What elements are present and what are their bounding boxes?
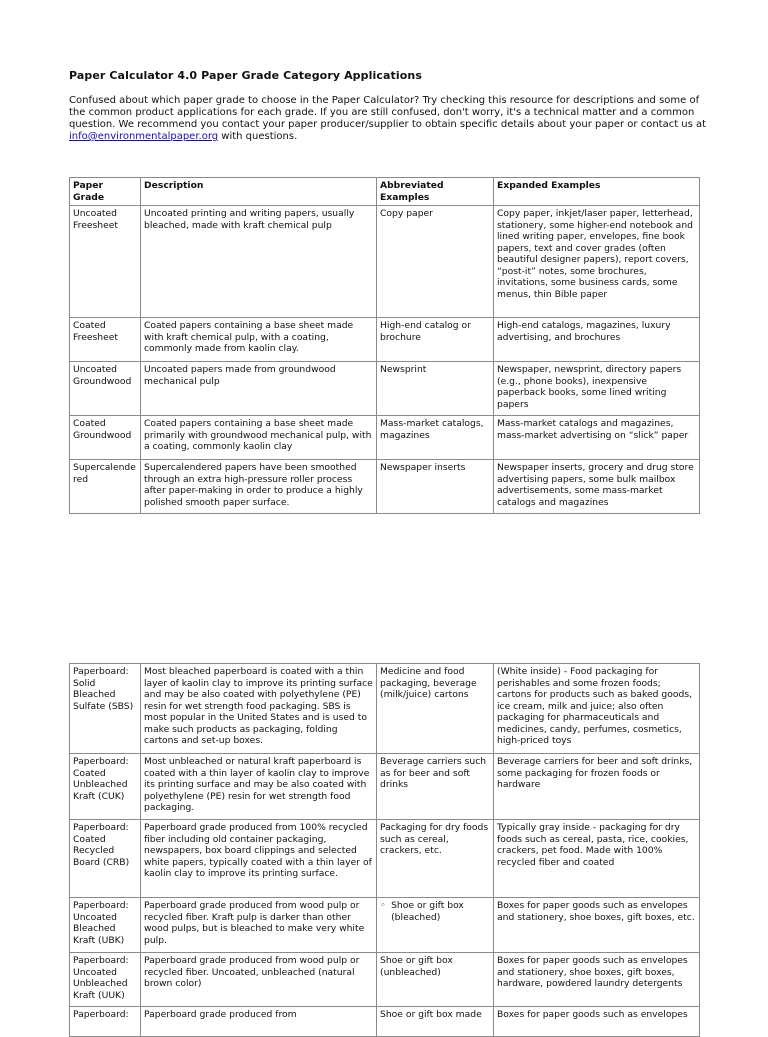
abbreviated-cell: Shoe or gift box made bbox=[377, 1007, 494, 1037]
abbreviated-cell: Copy paper bbox=[377, 206, 494, 318]
header-paper-grade: Paper Grade bbox=[70, 178, 141, 206]
bullet-icon: ◦ bbox=[380, 900, 386, 911]
description-cell: Most bleached paperboard is coated with a thin layer of kaolin clay to improve its printing surface and may be also coated with polyethylene (PE) resin for wet strength food packaging. SBS is most popular in the United States and is used to make such products as packaging, folding cartons and set-up boxes. bbox=[141, 664, 377, 754]
table-row bbox=[70, 318, 700, 362]
grade-cell: Coated Freesheet bbox=[70, 318, 141, 362]
abbreviated-cell: Medicine and food packaging, beverage (milk/juice) cartons bbox=[377, 664, 494, 754]
email-link[interactable]: info@environmentalpaper.org bbox=[69, 131, 219, 142]
description-cell: Uncoated papers made from groundwood mechanical pulp bbox=[141, 362, 377, 416]
header-expanded-examples: Expanded Examples bbox=[494, 178, 700, 206]
table-row bbox=[70, 206, 700, 318]
table-row bbox=[70, 898, 700, 953]
description-cell: Paperboard grade produced from wood pulp or recycled fiber. Uncoated, unbleached (natural brown color) bbox=[141, 953, 377, 1007]
grade-cell: Uncoated Freesheet bbox=[70, 206, 141, 318]
abbreviated-cell: Mass-market catalogs, magazines bbox=[377, 416, 494, 460]
grade-cell: Paperboard: Uncoated Bleached Kraft (UBK) bbox=[70, 898, 141, 953]
description-cell: Paperboard grade produced from bbox=[141, 1007, 377, 1037]
grade-cell: Uncoated Groundwood bbox=[70, 362, 141, 416]
table-header-row bbox=[70, 178, 700, 206]
expanded-cell: Mass-market catalogs and magazines, mass-market advertising on “slick” paper bbox=[494, 416, 700, 460]
grade-cell: Paperboard: Coated Recycled Board (CRB) bbox=[70, 820, 141, 898]
header-abbreviated-examples: Abbreviated Examples bbox=[377, 178, 494, 206]
page-title: Paper Calculator 4.0 Paper Grade Category Applications bbox=[69, 69, 422, 82]
expanded-cell: Newspaper, newsprint, directory papers (e.g., phone books), inexpensive paperback books, some lined writing papers bbox=[494, 362, 700, 416]
abbreviated-cell: Newspaper inserts bbox=[377, 460, 494, 514]
description-cell: Paperboard grade produced from 100% recycled fiber including old container packaging, newspapers, box board clippings and selected white papers, typically coated with a thin layer of kaolin clay to improve its printing surface. bbox=[141, 820, 377, 898]
table-row bbox=[70, 754, 700, 820]
intro-text: Confused about which paper grade to choose in the Paper Calculator? Try checking this resource for descriptions and some of the common product applications for each grade. If you are still confused, don't worry, it's a technical matter and a common question. We recommend you contact your paper producer/supplier to obtain specific details about your paper or contact us at bbox=[69, 95, 707, 130]
abbreviated-cell: Shoe or gift box (unbleached) bbox=[377, 953, 494, 1007]
abbreviated-cell: Newsprint bbox=[377, 362, 494, 416]
table-row bbox=[70, 953, 700, 1007]
table-row bbox=[70, 1007, 700, 1037]
table-row bbox=[70, 820, 700, 898]
grade-cell: Paperboard: Solid Bleached Sulfate (SBS) bbox=[70, 664, 141, 754]
grade-cell: Supercalendered bbox=[70, 460, 141, 514]
description-cell: Coated papers containing a base sheet made with kraft chemical pulp, with a coating, commonly made from kaolin clay. bbox=[141, 318, 377, 362]
expanded-cell: Boxes for paper goods such as envelopes and stationery, shoe boxes, gift boxes, etc. bbox=[494, 898, 700, 953]
table-row bbox=[70, 664, 700, 754]
expanded-cell: High-end catalogs, magazines, luxury advertising, and brochures bbox=[494, 318, 700, 362]
intro-text-end: with questions. bbox=[218, 131, 298, 142]
header-description: Description bbox=[141, 178, 377, 206]
paper-grade-table bbox=[69, 177, 700, 514]
abbreviated-cell: High-end catalog or brochure bbox=[377, 318, 494, 362]
description-cell: Most unbleached or natural kraft paperboard is coated with a thin layer of kaolin clay to improve its printing surface and may be also coated with polyethylene (PE) resin for wet strength food packaging. bbox=[141, 754, 377, 820]
description-cell: Supercalendered papers have been smoothed through an extra high-pressure roller process after paper-making in order to produce a highly polished smooth paper surface. bbox=[141, 460, 377, 514]
table-row bbox=[70, 416, 700, 460]
description-cell: Coated papers containing a base sheet made primarily with groundwood mechanical pulp, with a coating, commonly kaolin clay bbox=[141, 416, 377, 460]
paperboard-grade-table bbox=[69, 663, 700, 1037]
grade-cell: Paperboard: bbox=[70, 1007, 141, 1037]
grade-cell: Paperboard: Coated Unbleached Kraft (CUK) bbox=[70, 754, 141, 820]
grade-cell: Coated Groundwood bbox=[70, 416, 141, 460]
table-row bbox=[70, 460, 700, 514]
expanded-cell: Boxes for paper goods such as envelopes and stationery, shoe boxes, gift boxes, hardware, powdered laundry detergents bbox=[494, 953, 700, 1007]
table-row bbox=[70, 362, 700, 416]
expanded-cell: (White inside) - Food packaging for perishables and some frozen foods; cartons for products such as baked goods, ice cream, milk and juice; also often packaging for pharmaceuticals and medicines, candy, perfumes, cosmetics, high-priced toys bbox=[494, 664, 700, 754]
abbreviated-cell: Beverage carriers such as for beer and soft drinks bbox=[377, 754, 494, 820]
expanded-cell: Newspaper inserts, grocery and drug store advertising papers, some bulk mailbox advertisements, some mass-market catalogs and magazines bbox=[494, 460, 700, 514]
intro-paragraph bbox=[69, 95, 709, 143]
abbreviated-cell: Packaging for dry foods such as cereal, crackers, etc. bbox=[377, 820, 494, 898]
expanded-cell: Copy paper, inkjet/laser paper, letterhead, stationery, some higher-end notebook and lined writing paper, envelopes, fine book papers, text and cover grades (often beautiful designer papers), report covers, “post-it” notes, some brochures, invitations, some business cards, some menus, thin Bible paper bbox=[494, 206, 700, 318]
description-cell: Paperboard grade produced from wood pulp or recycled fiber. Kraft pulp is darker than other wood pulps, but is bleached to make very white pulp. bbox=[141, 898, 377, 953]
abbreviated-text: Shoe or gift box (bleached) bbox=[391, 900, 464, 923]
expanded-cell: Beverage carriers for beer and soft drinks, some packaging for frozen foods or hardware bbox=[494, 754, 700, 820]
expanded-cell: Boxes for paper goods such as envelopes bbox=[494, 1007, 700, 1037]
abbreviated-cell bbox=[377, 898, 494, 953]
grade-cell: Paperboard: Uncoated Unbleached Kraft (UUK) bbox=[70, 953, 141, 1007]
description-cell: Uncoated printing and writing papers, usually bleached, made with kraft chemical pulp bbox=[141, 206, 377, 318]
expanded-cell: Typically gray inside - packaging for dry foods such as cereal, pasta, rice, cookies, crackers, pet food. Made with 100% recycled fiber and coated bbox=[494, 820, 700, 898]
